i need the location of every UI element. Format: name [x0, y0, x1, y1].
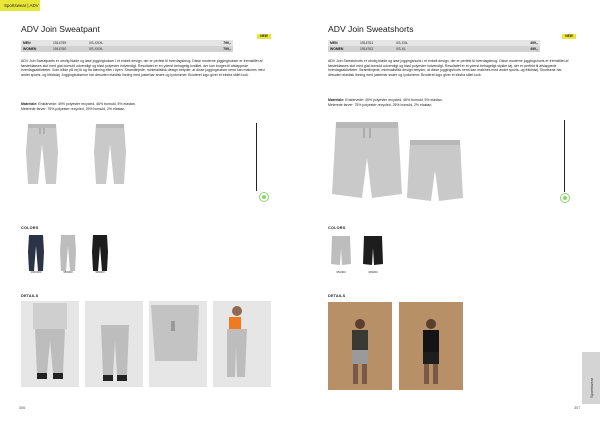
product-description: ADV Join Sweatpants er utrolig bløde og løse joggingbukser i et enkelt design, der er perfekt til hverdagsbrug. Disse moderne joggingbukser er fremstillet af førsteklasses stof med glat bomuld udvendigt og blød polyester indvendigt. Resultatet er en yderst behagelig kvalitet, der kan bruges til afslappede hverdagsaktiviteter. Som både på vej til og fra træning eller i byen. Stramtlinjede, minimalistisk design betyder, at disse joggingbukser nemt kan matches med andet sports- og fritidstøj. Joggingbukserne har desuden elastisk linning med justerbar snøre og lynlommer. Broderet logo giver et ekstra stilet look. — [21, 59, 265, 78]
page-number: 306 — [19, 406, 26, 410]
divider — [256, 123, 257, 191]
color-swatch[interactable] — [362, 234, 384, 266]
detail-figures — [328, 302, 463, 390]
sidebar-label: Sportswear — [589, 377, 594, 398]
table-row: MEN 1914761 XS-XXL 499,- — [330, 41, 538, 45]
divider — [564, 120, 565, 192]
colors-heading: COLORS — [21, 226, 39, 230]
spec-table — [328, 40, 540, 52]
swatch-code: 1000000 — [30, 270, 42, 274]
page-number: 307 — [574, 406, 581, 410]
product-description: ADV Join Sweatshorts er utrolig bløde og løse joggingshorts i et enkelt design, der er perfekt til hverdagsbrug. Disse moderne joggingshorts er fremstillet af førsteklasses stof med glat bomuld udvendigt og blød polyester indvendigt. Resultatet er et yderst behageligt stykke tøj, der er perfekt til afslappede hverdagsaktiviteter. Stramtlinjede, minimalistisk design betyder, at disse joggingshorts nemt kan matches med andet sports- og fritidstøj. Shortsene har desuden elastisk linning med justerbar snøre og lynlommer. Broderet logo giver et ekstra stilet look. — [328, 59, 569, 78]
product-title: ADV Join Sweatpant — [21, 24, 100, 34]
swatch-code: 999000 — [368, 270, 378, 274]
swatch-code: 950000 — [63, 270, 73, 274]
details-heading: DETAILS — [21, 294, 39, 298]
color-swatch[interactable] — [330, 234, 352, 266]
sweatshorts-front-image — [330, 118, 404, 202]
new-badge: NEW — [257, 34, 271, 39]
materials: Materiale: Ensfarvede: 49% polyester recycled, 46% bomuld, 5% elastan. Melerede farver: 75% polyester recycled, 25% bomuld, 2% elastan. — [328, 98, 443, 107]
sweatpant-front-image — [20, 122, 64, 188]
detail-figures — [21, 301, 271, 387]
color-swatch[interactable] — [57, 234, 79, 272]
table-row: WOMEN 1914760 XS-XXXL 799,- — [23, 47, 231, 51]
craft-logo-icon — [259, 192, 269, 202]
sidebar-tab — [582, 352, 600, 404]
sweatshorts-back-image — [406, 138, 464, 204]
sweatpant-back-image — [88, 122, 132, 188]
section-tag: Sportswear | ADV — [0, 0, 40, 11]
table-row: WOMEN 1914762 XS-XL 499,- — [330, 47, 538, 51]
craft-logo-icon — [560, 193, 570, 203]
swatch-code: 999000 — [95, 270, 105, 274]
spec-table — [21, 40, 233, 52]
color-swatch[interactable] — [25, 234, 47, 272]
materials: Materiale: Ensfarvede: 49% polyester recycled, 46% bomuld, 5% elastan. Melerede farver: 75% polyester recycled, 25% bomuld, 2% elastan. — [21, 102, 136, 111]
details-heading: DETAILS — [328, 294, 346, 298]
right-page — [300, 0, 600, 424]
new-badge: NEW — [562, 34, 576, 39]
color-swatch[interactable] — [89, 234, 111, 272]
swatch-code: 950000 — [336, 270, 346, 274]
table-row: MEN 1914759 XS-XXXL 799,- — [23, 41, 231, 45]
colors-heading: COLORS — [328, 226, 346, 230]
product-title: ADV Join Sweatshorts — [328, 24, 414, 34]
